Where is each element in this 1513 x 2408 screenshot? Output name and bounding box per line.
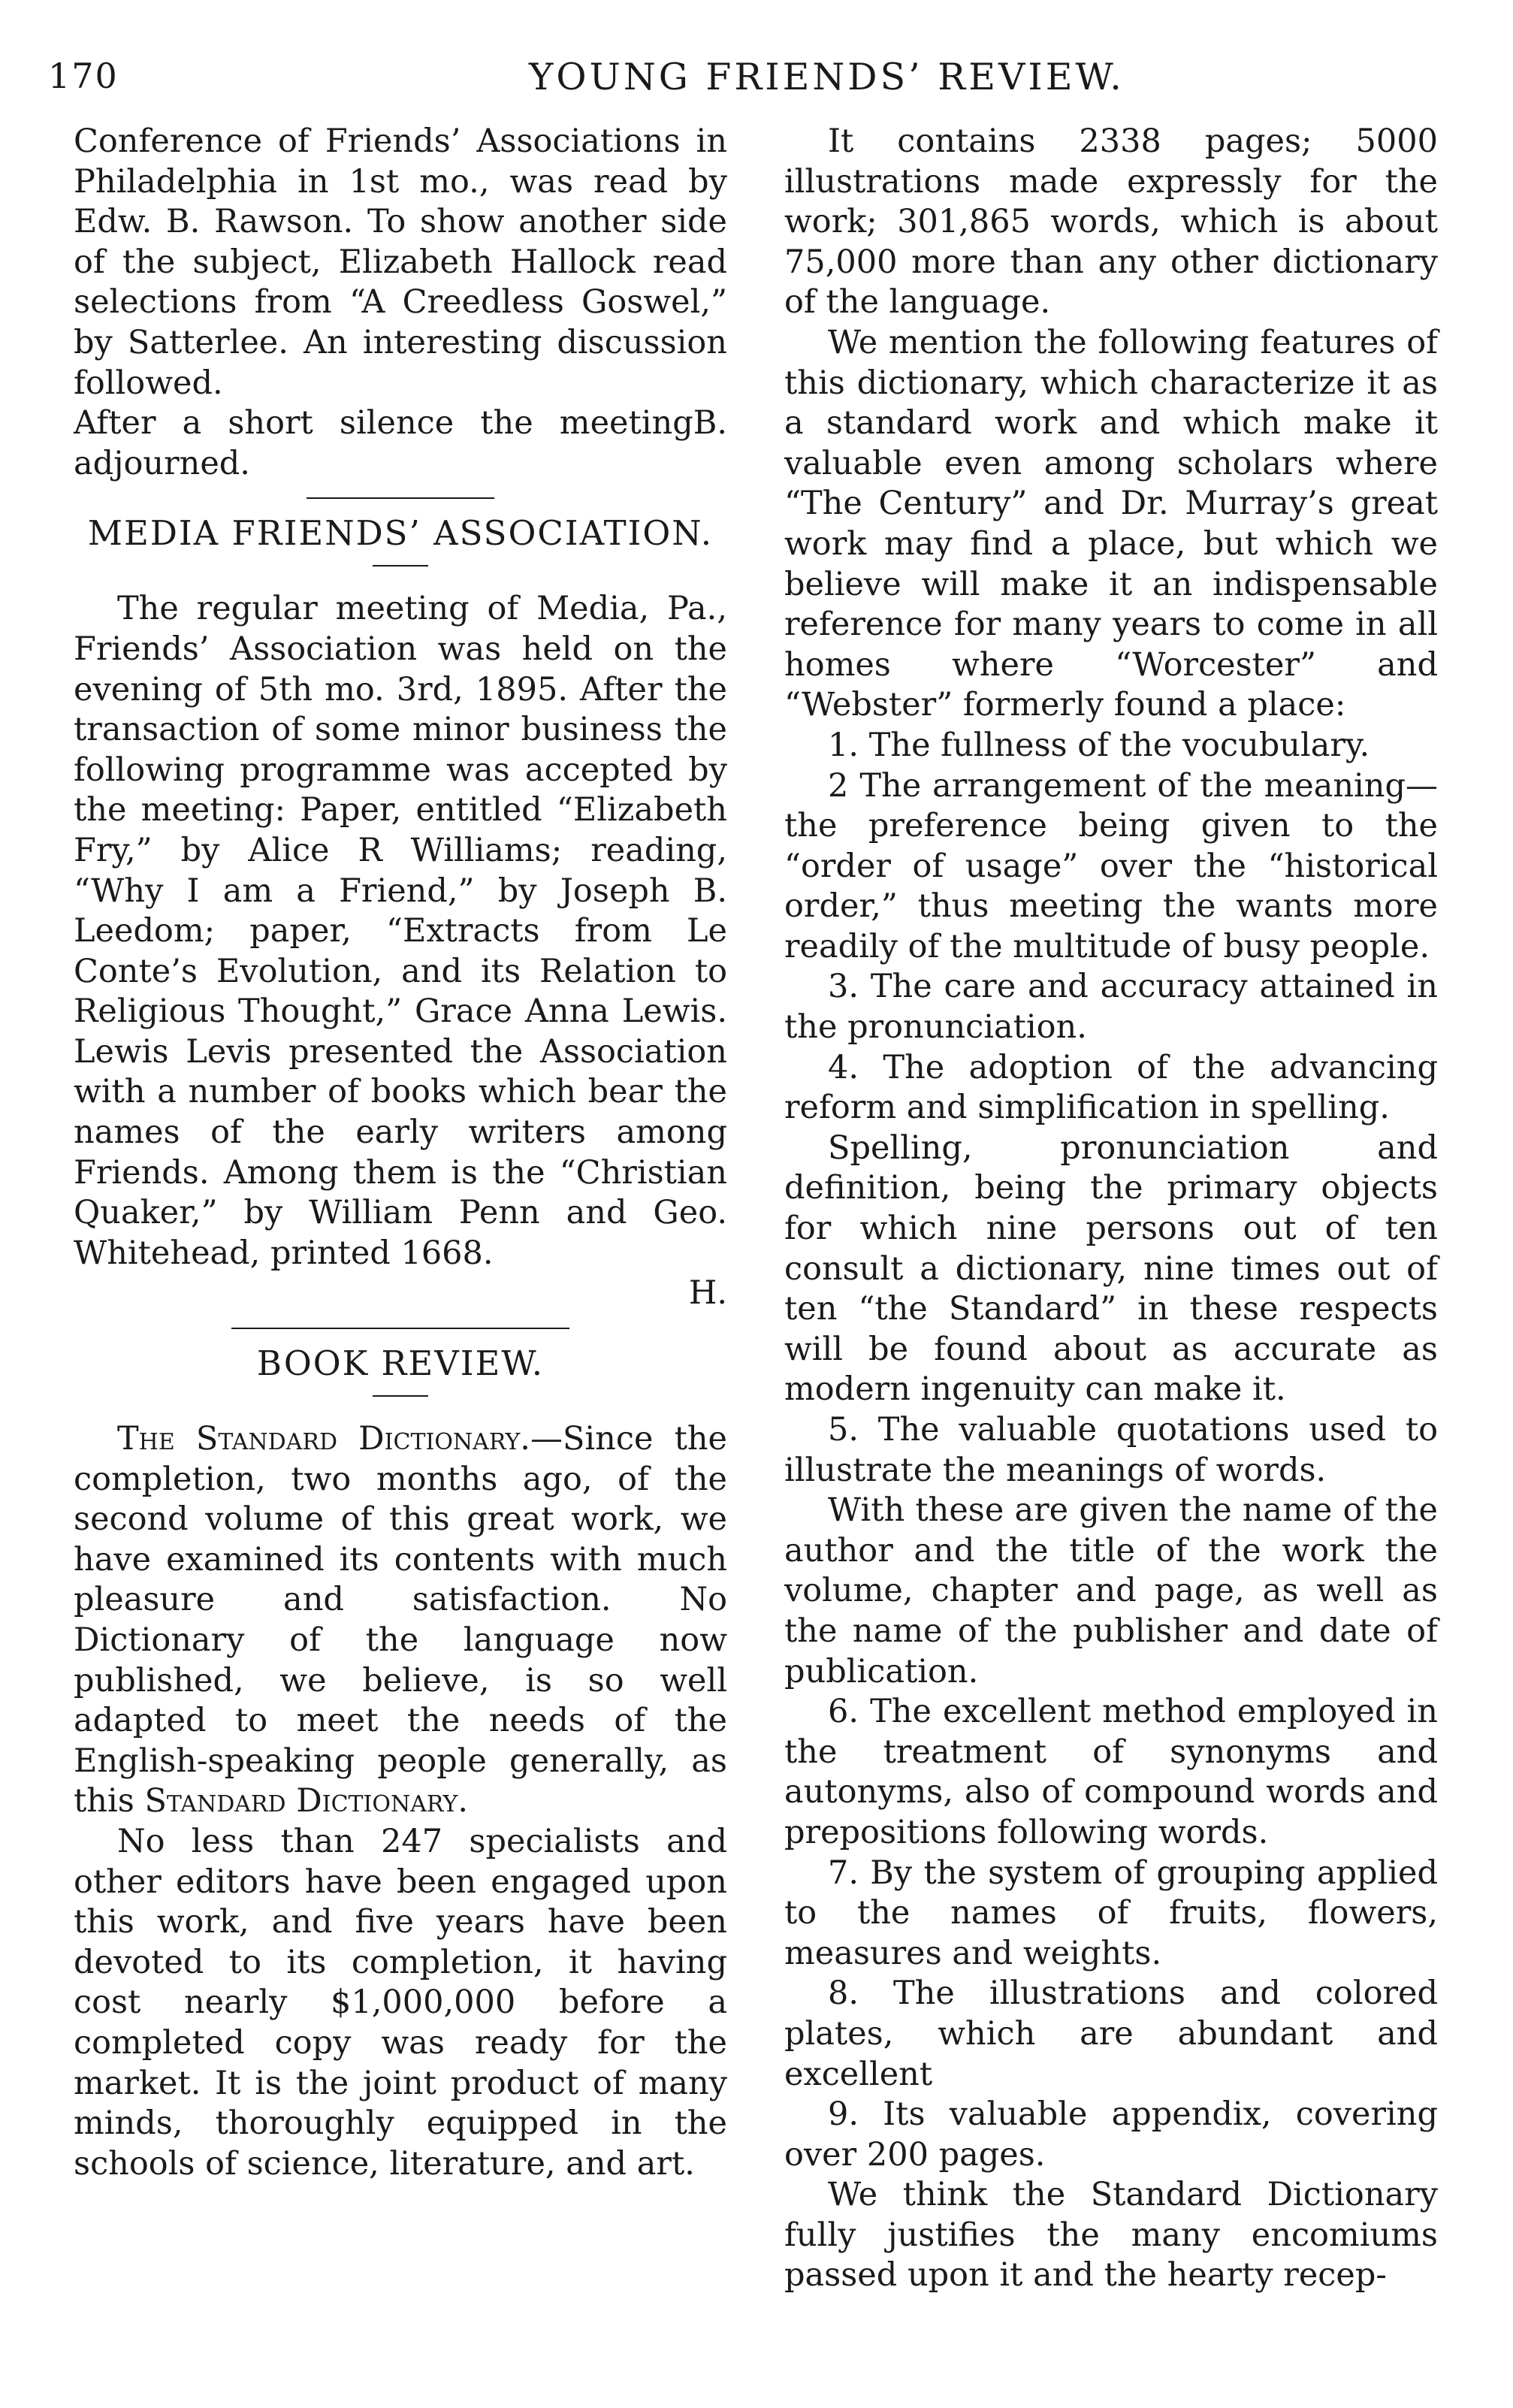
feature-item: 2 The arrangement of the meaning—the preference being given to the “order of usage” over the “historical order,” thus meeting the wants more readily of the multitude of busy people. [784, 766, 1438, 965]
closing-signature: B. [693, 404, 727, 443]
closing-paragraph [74, 403, 727, 484]
body-paragraph: With these are given the name of the author and the title of the work the volume, chapter and page, as well as the name of the publisher and date of publication. [784, 1491, 1438, 1690]
body-paragraph: We mention the following features of this dictionary, which characterize it as a standard work and which make it valuable even among scholars where “The Century” and Dr. Murray’s great work may find a place, but which we believe will make it an indispensable reference for many years to come in all homes where “Worcester” and “Webster” formerly found a place: [784, 323, 1438, 724]
body-paragraph: Spelling, pronunciation and definition, being the primary objects for which nine persons out of ten consult a dictionary, nine times out of ten “the Standard” in these respects will be found about as accurate as modern ingenuity can make it. [784, 1128, 1438, 1409]
page-header [48, 56, 1460, 110]
review-paragraph [74, 1419, 727, 1822]
review-paragraph: No less than 247 specialists and other editors have been engaged upon this work, and five years have been devoted to its completion, it having cost nearly $1,000,000 before a completed copy was ready for the market. It is the joint product of many minds, thoroughly equipped in the schools of science, literature, and art. [74, 1822, 727, 2183]
media-signature-line [74, 1273, 727, 1314]
media-signature: H. [688, 1274, 727, 1313]
book-review-heading: BOOK REVIEW. [256, 1343, 545, 1384]
review-paragraph-end: Standard Dictionary. [144, 1782, 469, 1820]
heading-rule [373, 565, 428, 566]
feature-item: 3. The care and accuracy attained in the pronunciation. [784, 968, 1438, 1047]
intro-paragraph: Conference of Friends’ Associations in Philadelphia in 1st mo., was read by Edw. B. Rawson. To show another side of the subject, Elizabeth Hallock read selections from “A Creedless Goswel,” by Satterlee. An interesting discussion followed. [74, 122, 727, 402]
left-column [74, 122, 727, 2184]
running-title: YOUNG FRIENDS’ REVIEW. [529, 56, 1125, 98]
right-column [784, 122, 1438, 2296]
feature-item: 5. The valuable quotations used to illustrate the meanings of words. [784, 1411, 1438, 1489]
media-association-heading: MEDIA FRIENDS’ ASSOCIATION. [87, 513, 714, 554]
feature-item: 9. Its valuable appendix, covering over 200 pages. [784, 2095, 1438, 2174]
review-text: —Since the completion, two months ago, of the second volume of this great work, we have examined its contents with much pleasure and satisfaction. No Dictionary of the language now published, we believe, is so well adapted to meet the needs of the English-speaking people generally, as this [74, 1420, 727, 1820]
feature-item: 6. The excellent method employed in the treatment of synonyms and autonyms, also of compound words and prepositions following words. [784, 1693, 1438, 1851]
media-paragraph: The regular meeting of Media, Pa., Friends’ Association was held on the evening of 5th mo. 3rd, 1895. After the transaction of some minor business the following programme was accepted by the meeting: Paper, entitled “Elizabeth Fry,” by Alice R Williams; reading, “Why I am a Friend,” by Joseph B. Leedom; paper, “Extracts from Le Conte’s Evolution, and its Relation to Religious Thought,” Grace Anna Lewis. Lewis Levis presented the Association with a number of books which bear the names of the early writers among Friends. Among them is the “Christian Quaker,” by William Penn and Geo. Whitehead, printed 1668. [74, 590, 727, 1272]
section-divider [231, 1328, 569, 1329]
page-number: 170 [48, 56, 119, 96]
feature-item: 7. By the system of grouping applied to the names of fruits, flowers, measures and weights. [784, 1854, 1438, 1972]
review-title: The Standard Dictionary. [117, 1420, 530, 1458]
feature-item: 1. The fullness of the vocubulary. [828, 726, 1370, 764]
feature-item: 8. The illustrations and colored plates, which are abundant and excellent [784, 1974, 1438, 2093]
heading-rule [373, 1395, 428, 1397]
section-divider [307, 497, 494, 499]
closing-text: After a short silence the meeting adjourned. [74, 404, 693, 482]
body-paragraph: It contains 2338 pages; 5000 illustrations made expressly for the work; 301,865 words, which is about 75,000 more than any other dictionary of the language. [784, 122, 1438, 322]
feature-item: 4. The adoption of the advancing reform and simplification in spelling. [784, 1048, 1438, 1127]
body-paragraph: We think the Standard Dictionary fully justifies the many encomiums passed upon it and the hearty recep- [784, 2176, 1438, 2295]
